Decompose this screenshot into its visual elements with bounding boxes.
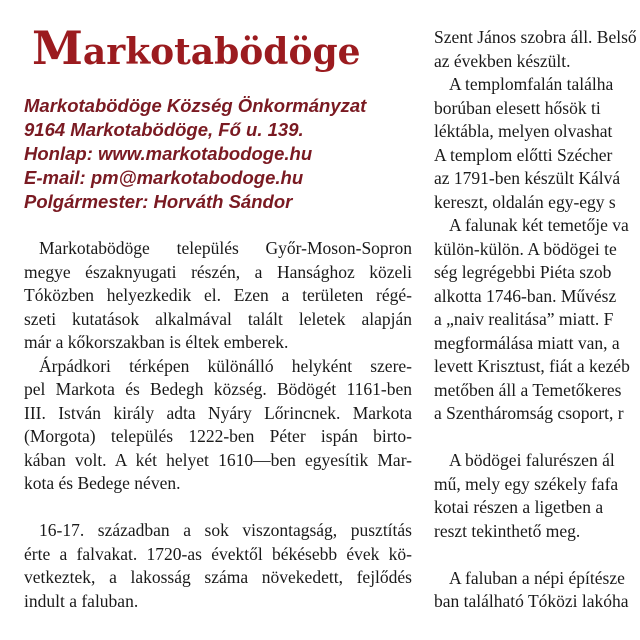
right-column-text-line: léktábla, melyen olvashat [434, 121, 613, 141]
right-column-text-line: A bödögei falurészen ál [449, 450, 615, 470]
page-title: Markotabödöge [32, 21, 361, 75]
contact-office: Markotabödöge Község Önkormányzat [24, 95, 367, 116]
left-column-text-line: Markotabödöge település Győr-Moson-Sopron [39, 238, 412, 258]
left-text-column [24, 237, 412, 613]
left-column-text-line: megye északnyugati részén, a Hansághoz közeli [24, 261, 412, 282]
left-column-text-line: indult a faluban. [24, 590, 139, 611]
right-column-text-line: az években készült. [434, 50, 571, 71]
right-column-text-line: A templomfalán találha [449, 74, 614, 94]
left-column-text-line: 16-17. században a sok viszontagság, pusztítás [39, 520, 412, 540]
contact-email: E-mail: pm@markotabodoge.hu [24, 167, 304, 188]
left-column-paragraph-gap [24, 496, 412, 520]
right-column-text-line: a Szentháromság csoport, r [434, 403, 624, 423]
left-column-text-line: Tóközben helyezkedik el. Ezen a területen régé- [24, 285, 412, 305]
right-column-paragraph-gap [434, 426, 640, 450]
right-column-text-line: külön-külön. A bödögei te [434, 238, 617, 259]
left-column-text-line: kota és Bedege néven. [24, 473, 181, 493]
right-column-text-line: mű, mely egy székely fafa [434, 473, 619, 494]
right-column-text-line: A templom előtti Szécher [434, 144, 613, 165]
right-column-text-line: metőben áll a Temetőkeres [434, 379, 622, 400]
contact-website: Honlap: www.markotabodoge.hu [24, 143, 313, 164]
left-column-text-line: érte a falvakat. 1720-as évektől békésebb évek kö- [24, 543, 412, 564]
right-column-text-line: A falunak két temetője va [449, 215, 629, 235]
left-column-text-line: szeti kutatások alkalmával talált leletek alapján [24, 308, 412, 329]
contact-mayor: Polgármester: Horváth Sándor [24, 191, 293, 212]
left-column-text-line: pel Markota és Bedegh község. Bödögét 1161-ben [24, 379, 412, 399]
contact-address: 9164 Markotabödöge, Fő u. 139. [24, 119, 304, 140]
right-column-text-line: megformálása miatt van, a [434, 332, 620, 353]
right-column-text-line: kereszt, oldalán egy-egy s [434, 191, 616, 212]
left-column-text-line: Árpádkori térképen különálló helyként szere- [39, 355, 412, 376]
left-column-text-line: III. István király adta Nyáry Lőrincnek. Markota [24, 402, 412, 423]
right-column-text-line: levett Krisztust, fiát a kezéb [434, 356, 630, 376]
left-column-text-line: kában volt. A két helyet 1610—ben egyesítik Mar- [24, 449, 412, 470]
left-column-text-line: (Morgota) település 1222-ben Péter ispán birto- [24, 426, 412, 446]
right-column-text-line: alkotta 1746-ban. Művész [434, 285, 617, 306]
right-column-text-line: kotai részen a ligetben a [434, 497, 604, 517]
right-column-text-line: reszt tekinthető meg. [434, 520, 581, 541]
right-column-text-line: ban található Tóközi lakóha [434, 591, 629, 611]
right-column-text-line: A faluban a népi építésze [449, 567, 625, 588]
left-column-text-line: vetkeztek, a lakosság száma növekedett, fejlődés [24, 567, 412, 587]
left-column-text-line: már a kőkorszakban is éltek emberek. [24, 332, 289, 352]
right-column-text-line: borúban elesett hősök ti [434, 97, 601, 118]
right-column-text-line: ség legrégebbi Piéta szob [434, 262, 612, 282]
right-column-text-line: Szent János szobra áll. Belső [434, 27, 637, 47]
right-column-text-line: a „naiv realitása” miatt. F [434, 309, 614, 329]
contact-block [24, 94, 366, 214]
right-text-column [434, 26, 640, 614]
right-column-paragraph-gap [434, 543, 640, 567]
right-column-text-line: az 1791-ben készült Kálvá [434, 168, 621, 188]
